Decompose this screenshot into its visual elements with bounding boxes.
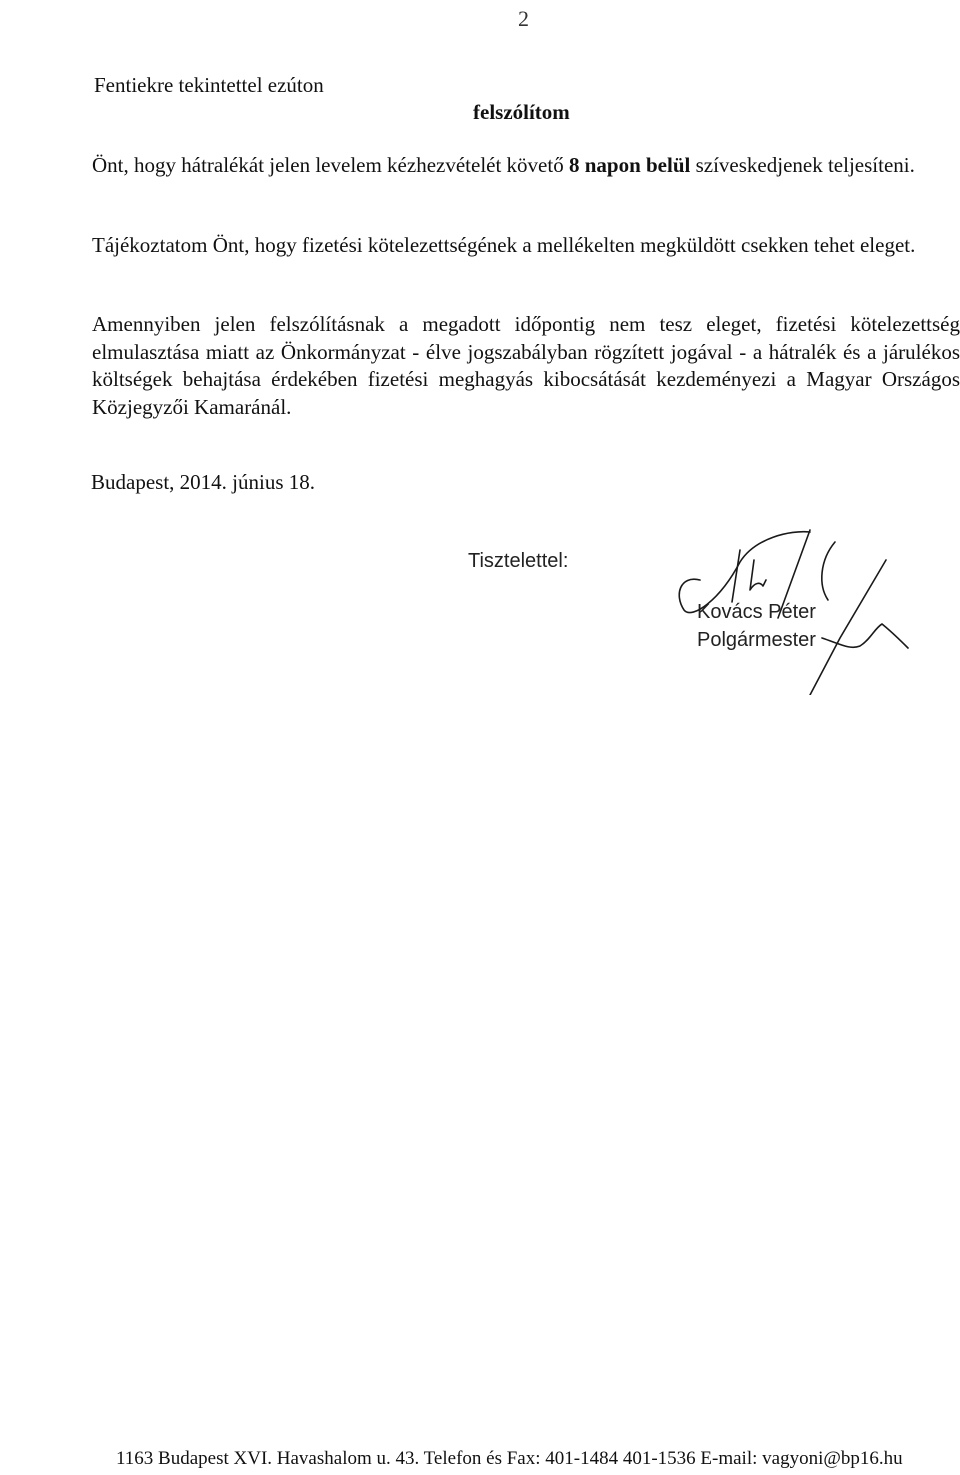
date-line: Budapest, 2014. június 18. bbox=[91, 470, 315, 494]
page-number: 2 bbox=[518, 6, 529, 31]
deadline-bold: 8 napon belül bbox=[568, 153, 691, 177]
signer-title: Polgármester bbox=[697, 629, 816, 651]
paragraph-consequence: Amennyiben jelen felszólításnak a megadott időpontig nem tesz eleget, fizetési kötelezettség elmulasztása miatt az Önkormányzat - élve jogszabályban rögzített jogával - a hátralék és a járulékos költségek behajtása érdekében fizetési meghagyás kibocsátását kezdeményezi a Magyar Országos Közjegyzői Kamaránál. bbox=[92, 312, 960, 419]
intro-line: Fentiekre tekintettel ezúton bbox=[94, 73, 324, 97]
signer-name: Kovács Péter bbox=[697, 601, 816, 623]
heading: felszólítom bbox=[473, 100, 570, 124]
paragraph-deadline bbox=[92, 152, 960, 178]
paragraph-deadline-before: Önt, hogy hátralékát jelen levelem kézhezvételét követő bbox=[92, 153, 569, 177]
footer-contact: 1163 Budapest XVI. Havashalom u. 43. Telefon és Fax: 401-1484 401-1536 E-mail: vagyoni@bp16.hu bbox=[116, 1448, 903, 1469]
paragraph-deadline-after: szíveskedjenek teljesíteni. bbox=[690, 153, 915, 177]
closing-salutation: Tisztelettel: bbox=[468, 550, 569, 572]
paragraph-payment-info: Tájékoztatom Önt, hogy fizetési kötelezettségének a mellékelten megküldött csekken tehet eleget. bbox=[92, 233, 916, 257]
handwritten-signature bbox=[660, 520, 920, 695]
